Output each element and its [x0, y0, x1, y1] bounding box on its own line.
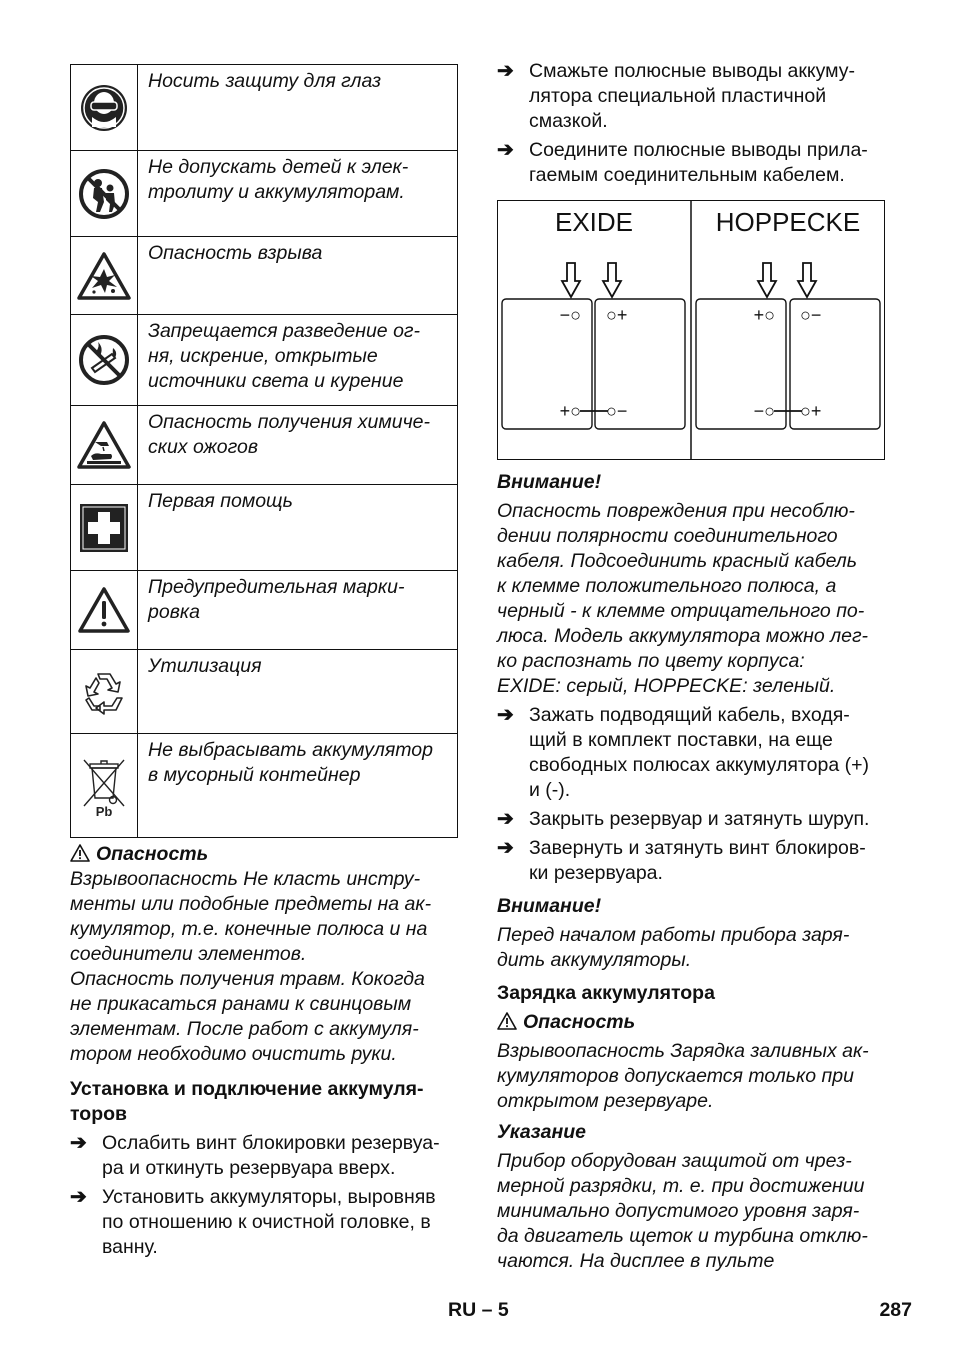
- table-row: [71, 406, 458, 485]
- table-row: [71, 65, 458, 151]
- danger-heading-text: Опасность: [523, 1011, 636, 1033]
- terminal-label: ○+: [800, 401, 822, 421]
- bullet-text: Завернуть и затянуть винт блокиров- ки резервуара.: [529, 837, 866, 884]
- chemical-burn-icon: [71, 406, 138, 485]
- symbol-text: Предупредительная марки- ровка: [138, 571, 458, 650]
- hoppecke-title: HOPPECKE: [715, 207, 861, 237]
- list-item: [70, 1131, 460, 1181]
- symbol-text: Не выбрасывать аккумулятор в мусорный контейнер: [138, 734, 458, 838]
- arrow-right-icon: ➔: [70, 1132, 87, 1154]
- danger-heading-text: Опасность: [96, 843, 209, 865]
- first-aid-icon: [71, 485, 138, 571]
- symbol-text: Опасность получения химиче- ских ожогов: [138, 406, 458, 485]
- arrow-right-icon: ➔: [497, 704, 514, 726]
- list-item: [70, 1185, 460, 1260]
- arrow-right-icon: ➔: [497, 60, 514, 82]
- exide-title: EXIDE: [554, 207, 634, 237]
- terminal-label: ○+: [606, 305, 628, 325]
- table-row: [71, 650, 458, 734]
- list-item: [497, 59, 889, 134]
- attention-text: Перед началом работы прибора заря- дить аккумуляторы.: [497, 924, 850, 971]
- symbol-text: Первая помощь: [138, 485, 458, 571]
- bullet-text: Смажьте полюсные выводы аккуму- лятора специальной пластичной смазкой.: [529, 60, 856, 132]
- explosion-hazard-icon: [71, 237, 138, 315]
- right-column: [497, 59, 889, 1274]
- recycling-icon: [71, 650, 138, 734]
- terminal-label: +○: [753, 305, 775, 325]
- install-heading: Установка и подключение аккумуля- торов: [70, 1078, 424, 1125]
- warning-icon: [71, 571, 138, 650]
- terminal-label: +○: [559, 401, 581, 421]
- warning-triangle-icon: [70, 844, 90, 862]
- table-row: [71, 734, 458, 838]
- symbol-text: Носить защиту для глаз: [138, 65, 458, 151]
- note-heading: Указание: [497, 1121, 587, 1143]
- page-number: 287: [879, 1299, 912, 1321]
- symbol-text: Не допускать детей к элек- тролиту и аккумуляторам.: [138, 151, 458, 237]
- arrow-right-icon: ➔: [497, 808, 514, 830]
- no-trash-bin-pb-icon: [71, 734, 138, 838]
- bullet-text: Установить аккумуляторы, выровняв по отношению к очистной головке, в ванну.: [102, 1186, 436, 1258]
- terminal-label: −○: [559, 305, 581, 325]
- attention-heading: Внимание!: [497, 895, 602, 917]
- table-row: [71, 151, 458, 237]
- table-row: [71, 315, 458, 406]
- attention-heading: Внимание!: [497, 471, 602, 493]
- danger-heading: [70, 842, 460, 867]
- left-column: [70, 64, 460, 1260]
- eye-protection-icon: [71, 65, 138, 151]
- down-arrow-icon: [758, 263, 816, 297]
- symbol-text: Утилизация: [138, 650, 458, 734]
- arrow-right-icon: ➔: [497, 837, 514, 859]
- no-fire-no-smoking-icon: [71, 315, 138, 406]
- pb-label: Pb: [95, 803, 113, 818]
- terminal-label: ○−: [606, 401, 628, 421]
- terminal-label: ○−: [800, 305, 822, 325]
- danger-text-1: Взрывоопасность Не класть инстру- менты или подобные предметы на ак- кумулятор, т.е. конечные полюса и на соединители элементов.: [70, 868, 432, 965]
- list-item: [497, 703, 889, 803]
- bullet-text: Закрыть резервуар и затянуть шуруп.: [529, 808, 870, 830]
- table-row: [71, 237, 458, 315]
- section-indicator: RU – 5: [448, 1299, 509, 1321]
- keep-children-away-icon: [71, 151, 138, 237]
- bullet-text: Соедините полюсные выводы прила- гаемым соединительным кабелем.: [529, 139, 868, 186]
- danger-text-2: Опасность получения травм. Кокогда не прикасаться ранами к свинцовым элементам. После работ с аккумуля- тором необходимо очистить руки.: [70, 968, 425, 1065]
- list-item: [497, 138, 889, 188]
- bullet-text: Зажать подводящий кабель, входя- щий в комплект поставки, на еще свободных полюсах аккумулятора (+) и (-).: [529, 704, 869, 801]
- symbols-table: [70, 64, 458, 838]
- bullet-text: Ослабить винт блокировки резервуа- ра и откинуть резервуара вверх.: [102, 1132, 440, 1179]
- arrow-right-icon: ➔: [497, 139, 514, 161]
- down-arrow-icon: [562, 263, 621, 297]
- arrow-right-icon: ➔: [70, 1186, 87, 1208]
- list-item: [497, 807, 889, 832]
- symbol-text: Запрещается разведение ог- ня, искрение, открытые источники света и курение: [138, 315, 458, 406]
- attention-text: Опасность повреждения при несоблю- дении полярности соединительного кабеля. Подсоединить красный кабель к клемме положительного полюса, а черный - к клемме отрицательного по- люса. Модель аккумулятора можно лег- ко распознать по цвету корпуса: EXIDE: серый, HOPPECKE: зеленый.: [497, 500, 869, 697]
- list-item: [497, 836, 889, 886]
- table-row: [71, 485, 458, 571]
- terminal-label: −○: [753, 401, 775, 421]
- danger-text: Взрывоопасность Зарядка заливных ак- кумуляторов допускается только при открытом резервуаре.: [497, 1040, 869, 1112]
- danger-block: [70, 842, 460, 1067]
- battery-connection-diagram: [497, 200, 885, 460]
- danger-heading: [497, 1010, 889, 1035]
- table-row: [71, 571, 458, 650]
- charge-heading: Зарядка аккумулятора: [497, 982, 715, 1004]
- note-text: Прибор оборудован защитой от чрез- мерной разрядки, т. е. при достижении минимально допустимого уровня заря- да двигатель щеток и турбина отклю- чаются. На дисплее в пульте: [497, 1150, 868, 1272]
- warning-triangle-icon: [497, 1012, 517, 1030]
- symbol-text: Опасность взрыва: [138, 237, 458, 315]
